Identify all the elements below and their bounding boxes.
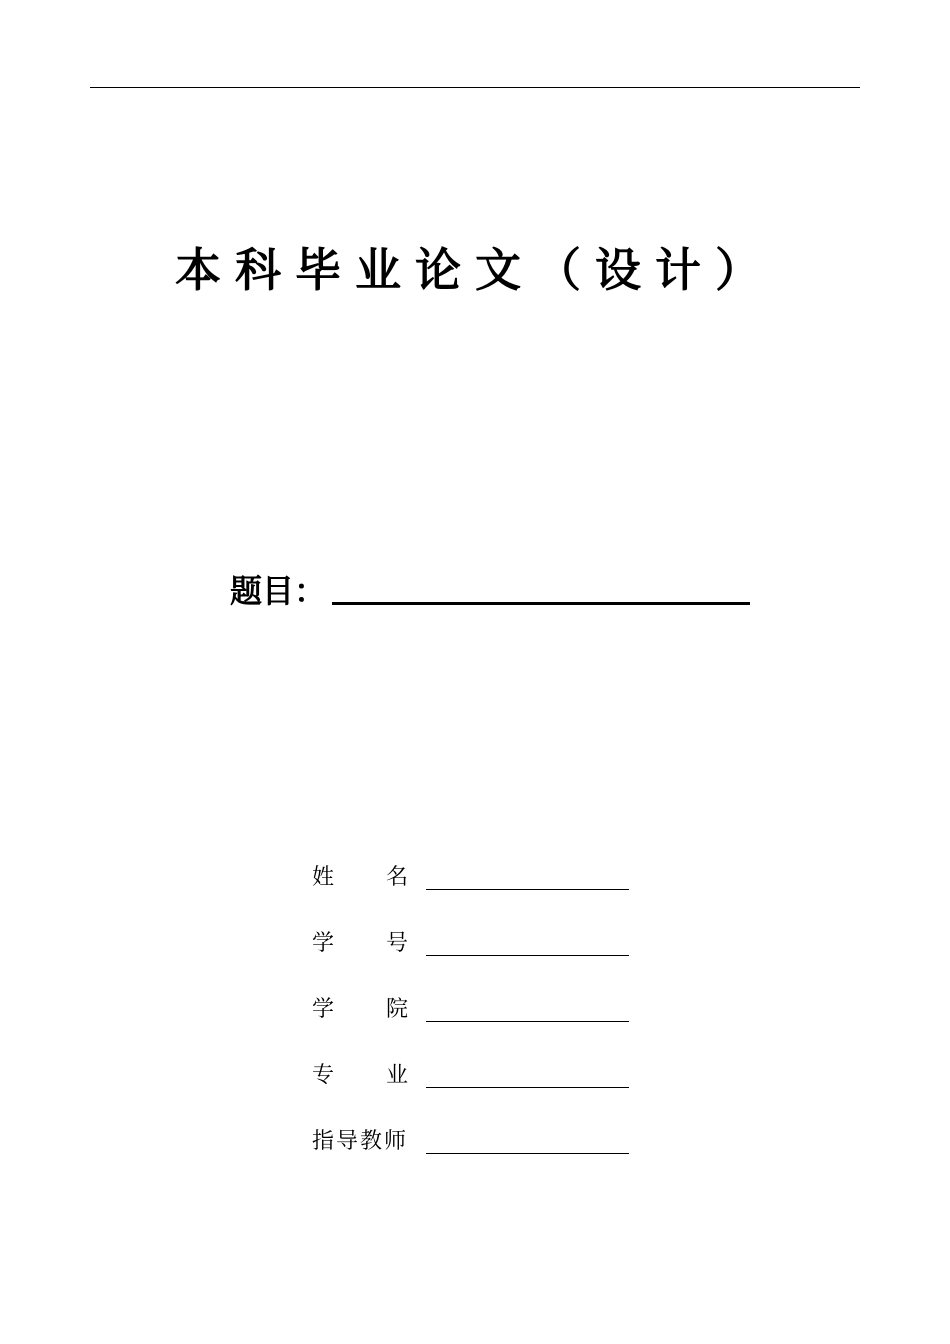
topic-row	[230, 567, 750, 611]
college-input-line[interactable]	[426, 1021, 629, 1022]
topic-input-line[interactable]	[332, 602, 750, 605]
info-row-college	[312, 994, 642, 1060]
page-title: 本科毕业论文（设计）	[175, 243, 775, 297]
info-row-major	[312, 1060, 642, 1126]
advisor-input-line[interactable]	[426, 1153, 629, 1154]
info-row-advisor	[312, 1126, 642, 1192]
student-id-label: 学号	[312, 931, 461, 956]
major-input-line[interactable]	[426, 1087, 629, 1088]
topic-label: 题目：	[230, 572, 327, 610]
college-label: 学院	[312, 997, 461, 1022]
student-info-block	[312, 862, 642, 1192]
header-rule	[90, 87, 860, 88]
name-input-line[interactable]	[426, 889, 629, 890]
info-row-student-id	[312, 928, 642, 994]
major-label: 专业	[312, 1063, 461, 1088]
student-id-input-line[interactable]	[426, 955, 629, 956]
name-label: 姓名	[312, 865, 461, 890]
advisor-label: 指导教师	[312, 1129, 409, 1154]
info-row-name	[312, 862, 642, 928]
